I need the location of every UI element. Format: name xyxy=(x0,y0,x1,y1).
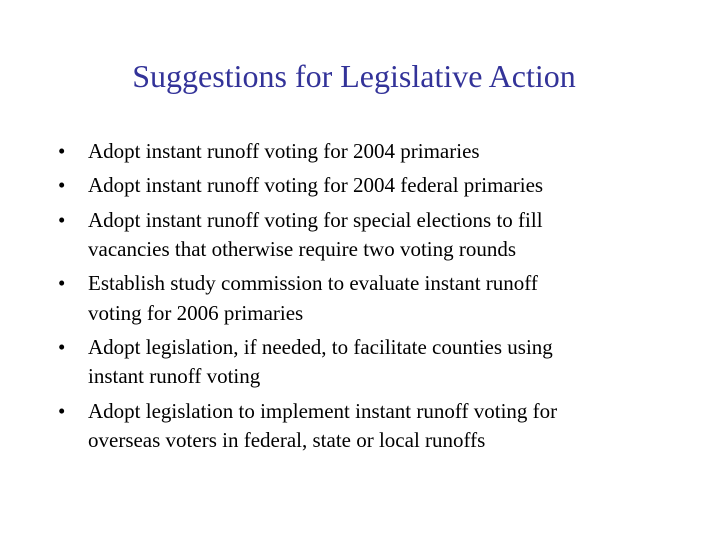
bullet-icon: • xyxy=(58,207,66,232)
item-text: Establish study commission to evaluate instant runoff xyxy=(88,271,538,296)
slide-title: Suggestions for Legislative Action xyxy=(132,58,576,94)
bullet-icon: • xyxy=(58,271,66,296)
item-text: Adopt legislation, if needed, to facilitate counties using xyxy=(88,334,553,359)
list-item xyxy=(58,269,557,327)
list-item xyxy=(58,171,557,200)
item-text: Adopt instant runoff voting for 2004 primaries xyxy=(88,139,480,163)
list-item xyxy=(58,137,557,166)
bullet-icon: • xyxy=(58,173,66,198)
item-text: overseas voters in federal, state or local runoffs xyxy=(88,427,486,452)
item-text: vacancies that otherwise require two voting rounds xyxy=(88,236,517,261)
bullet-icon: • xyxy=(58,334,66,359)
item-text: Adopt legislation to implement instant runoff voting for xyxy=(88,398,558,423)
list-item xyxy=(58,206,557,264)
bullet-icon: • xyxy=(58,398,66,423)
list-item xyxy=(58,397,557,455)
bullet-list xyxy=(58,137,557,460)
item-text: Adopt instant runoff voting for 2004 federal primaries xyxy=(88,173,544,198)
item-text: Adopt instant runoff voting for special elections to fill xyxy=(88,207,543,232)
list-item xyxy=(58,333,557,391)
item-text: voting for 2006 primaries xyxy=(88,300,304,325)
bullet-icon: • xyxy=(58,139,66,163)
item-text: instant runoff voting xyxy=(88,364,261,389)
